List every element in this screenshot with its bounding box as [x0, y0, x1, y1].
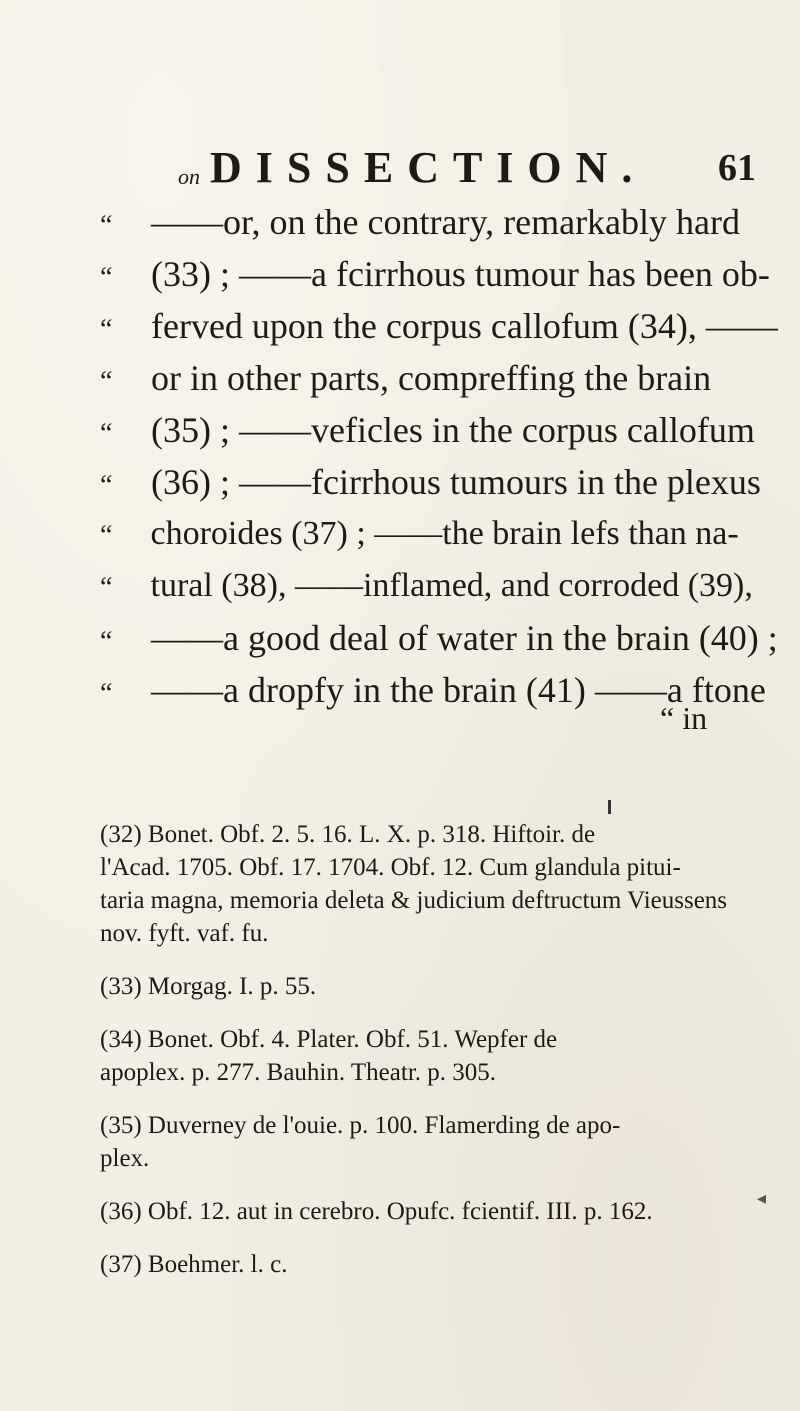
footnote-34: (34) Bonet. Obf. 4. Plater. Obf. 51. Wepfer de apoplex. p. 277. Bauhin. Theatr. p. 305.	[100, 1026, 558, 1086]
text-line: “ ——a good deal of water in the brain (40) ;	[100, 618, 778, 658]
separator-mark	[608, 800, 611, 814]
footnotes	[100, 818, 750, 1301]
text-line: “ ——a dropfy in the brain (41) ——a ftone	[100, 670, 766, 710]
text-line: “ (36) ; ——fcirrhous tumours in the plexus	[100, 462, 761, 502]
text-line: “ ferved upon the corpus callofum (34), ——	[100, 306, 778, 346]
text-line: “ tural (38), ——inflamed, and corroded (39),	[100, 567, 753, 604]
page-header	[0, 136, 800, 196]
page-number: 61	[718, 147, 756, 189]
text-line: “ ——or, on the contrary, remarkably hard	[100, 202, 741, 242]
body-text	[100, 196, 778, 716]
footnote-35: (35) Duverney de l'ouie. p. 100. Flamerding de apo- plex.	[100, 1112, 621, 1172]
header-catch-prefix: on	[178, 164, 200, 189]
text-line: “ (33) ; ——a fcirrhous tumour has been ob-	[100, 254, 770, 294]
text-line: “ (35) ; ——veficles in the corpus callofum	[100, 410, 755, 450]
running-head: DISSECTION.	[210, 143, 647, 192]
footnote-36: (36) Obf. 12. aut in cerebro. Opufc. fcientif. III. p. 162.	[100, 1198, 653, 1225]
footnote-32: (32) Bonet. Obf. 2. 5. 16. L. X. p. 318. Hiftoir. de l'Acad. 1705. Obf. 17. 1704. Obf. 12. Cum glandula pitui- taria magna, memoria deleta & judicium deftructum Vieussens nov. fyft. vaf. fu.	[100, 821, 728, 947]
catchword: “ in	[660, 700, 708, 736]
footnote-37: (37) Boehmer. l. c.	[100, 1251, 288, 1278]
footnote-33: (33) Morgag. I. p. 55.	[100, 973, 317, 1000]
text-line: “ choroides (37) ; ——the brain lefs than na-	[100, 515, 739, 552]
text-line: “ or in other parts, compreffing the brain	[100, 358, 712, 398]
margin-mark: ◂	[757, 1188, 767, 1208]
